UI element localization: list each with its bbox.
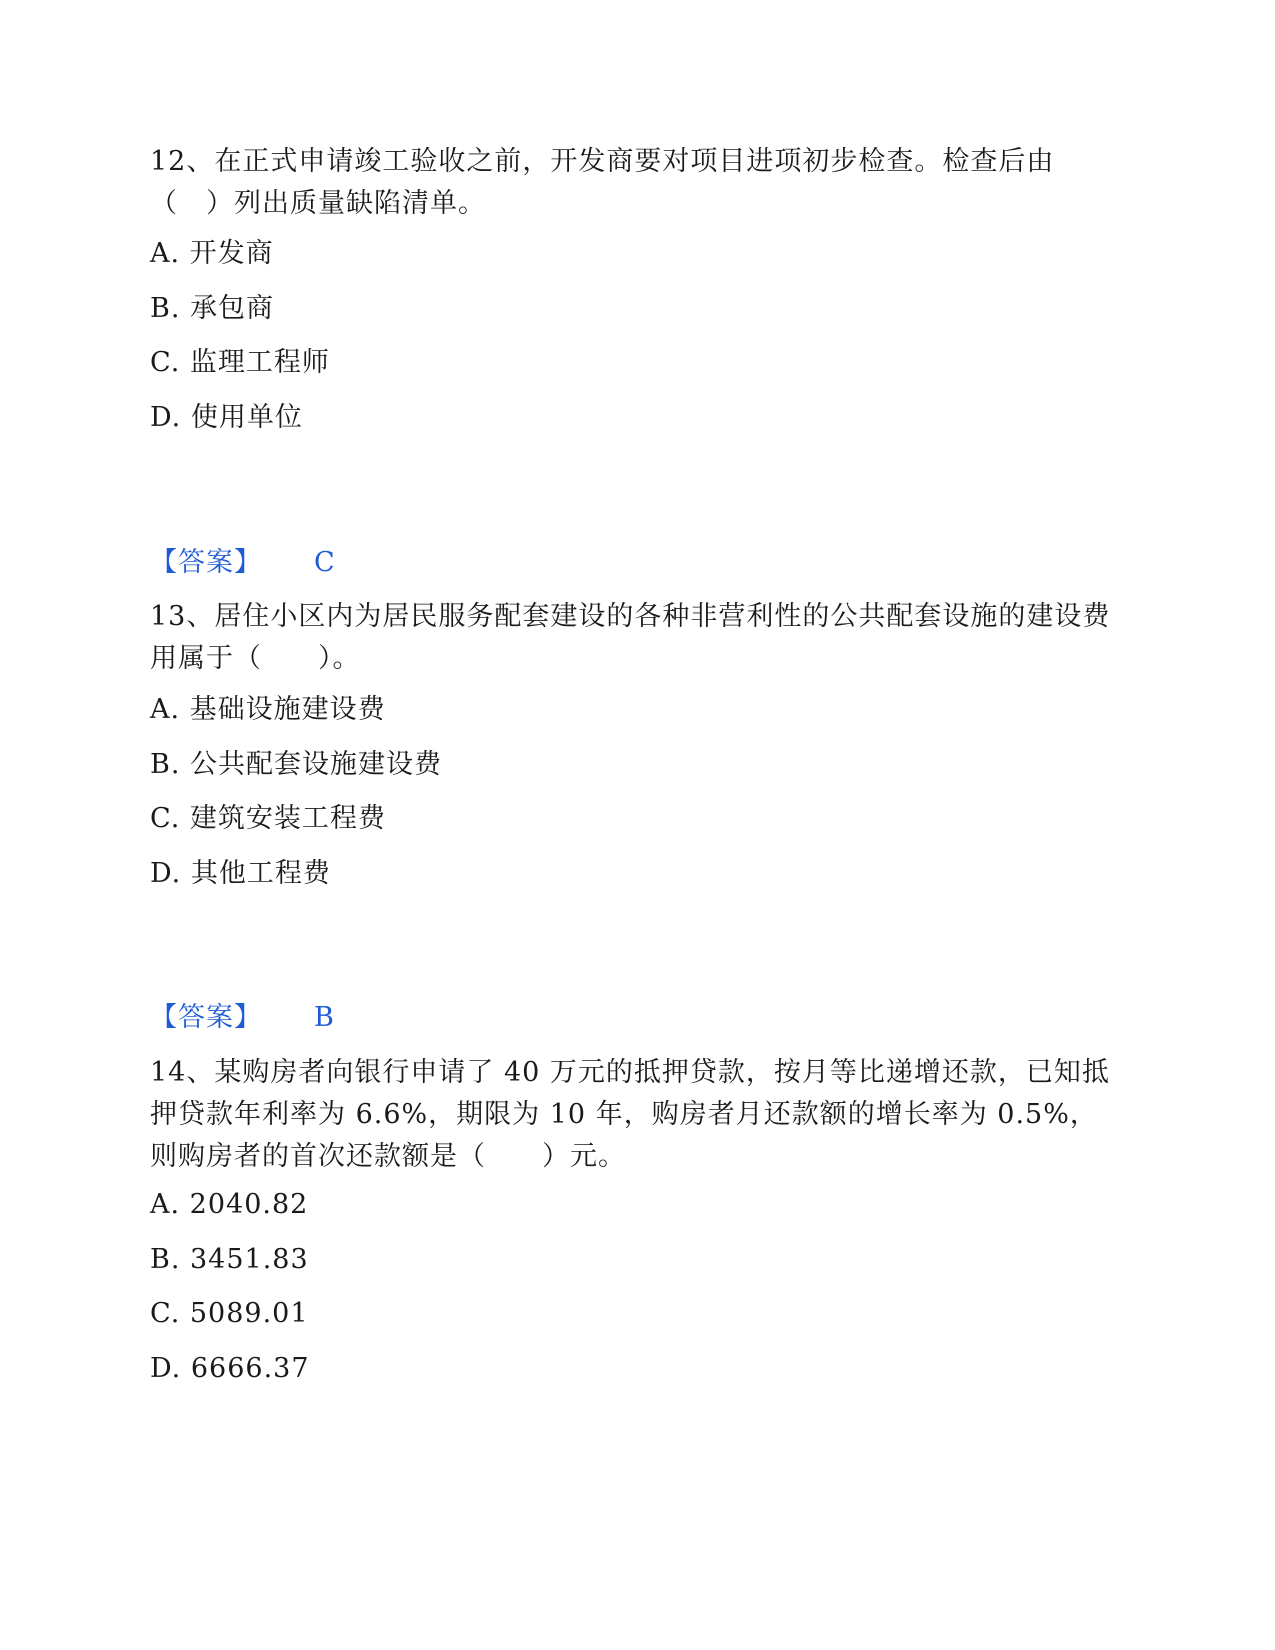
answer-value: C [314,547,336,578]
option-b: B. 3451.83 [150,1244,309,1275]
answer-value: B [314,1002,335,1033]
question-12-options [150,233,1120,275]
answer-label: 【答案】 [150,1002,262,1033]
option-c: C. 监理工程师 [150,347,330,378]
question-12-option-d-wrap [150,397,1120,439]
answer-12 [150,542,336,584]
question-12 [150,141,1120,225]
option-c: C. 建筑安装工程费 [150,803,386,834]
option-a: A. 开发商 [150,238,274,269]
question-13-option-b-wrap [150,744,1120,786]
option-a: A. 基础设施建设费 [150,694,386,725]
question-stem: 14、某购房者向银行申请了 40 万元的抵押贷款，按月等比递增还款，已知抵押贷款年利率为 6.6%，期限为 10 年，购房者月还款额的增长率为 0.5%，则购房者的首次还款额是（ ）元。 [150,1057,1110,1172]
option-b: B. 公共配套设施建设费 [150,749,443,780]
option-b: B. 承包商 [150,293,275,324]
option-d: D. 使用单位 [150,402,303,433]
question-13-option-a-wrap [150,689,1120,731]
question-14-option-b-wrap [150,1239,1120,1281]
question-14-option-c-wrap [150,1293,1120,1335]
option-c: C. 5089.01 [150,1298,309,1329]
option-d: D. 6666.37 [150,1353,310,1384]
question-13-option-c-wrap [150,798,1120,840]
question-stem: 12、在正式申请竣工验收之前，开发商要对项目进项初步检查。检查后由（ ）列出质量缺陷清单。 [150,146,1055,219]
question-13 [150,596,1120,680]
option-a: A. 2040.82 [150,1189,309,1220]
answer-13 [150,997,335,1039]
answer-label: 【答案】 [150,547,262,578]
question-12-option-c-wrap [150,342,1120,384]
option-d: D. 其他工程费 [150,858,331,889]
question-stem: 13、居住小区内为居民服务配套建设的各种非营利性的公共配套设施的建设费用属于（ ）。 [150,601,1111,674]
question-13-option-d-wrap [150,853,1120,895]
question-14 [150,1052,1120,1178]
question-12-option-b-wrap [150,288,1120,330]
question-14-option-a-wrap [150,1184,1120,1226]
question-14-option-d-wrap [150,1348,1120,1390]
